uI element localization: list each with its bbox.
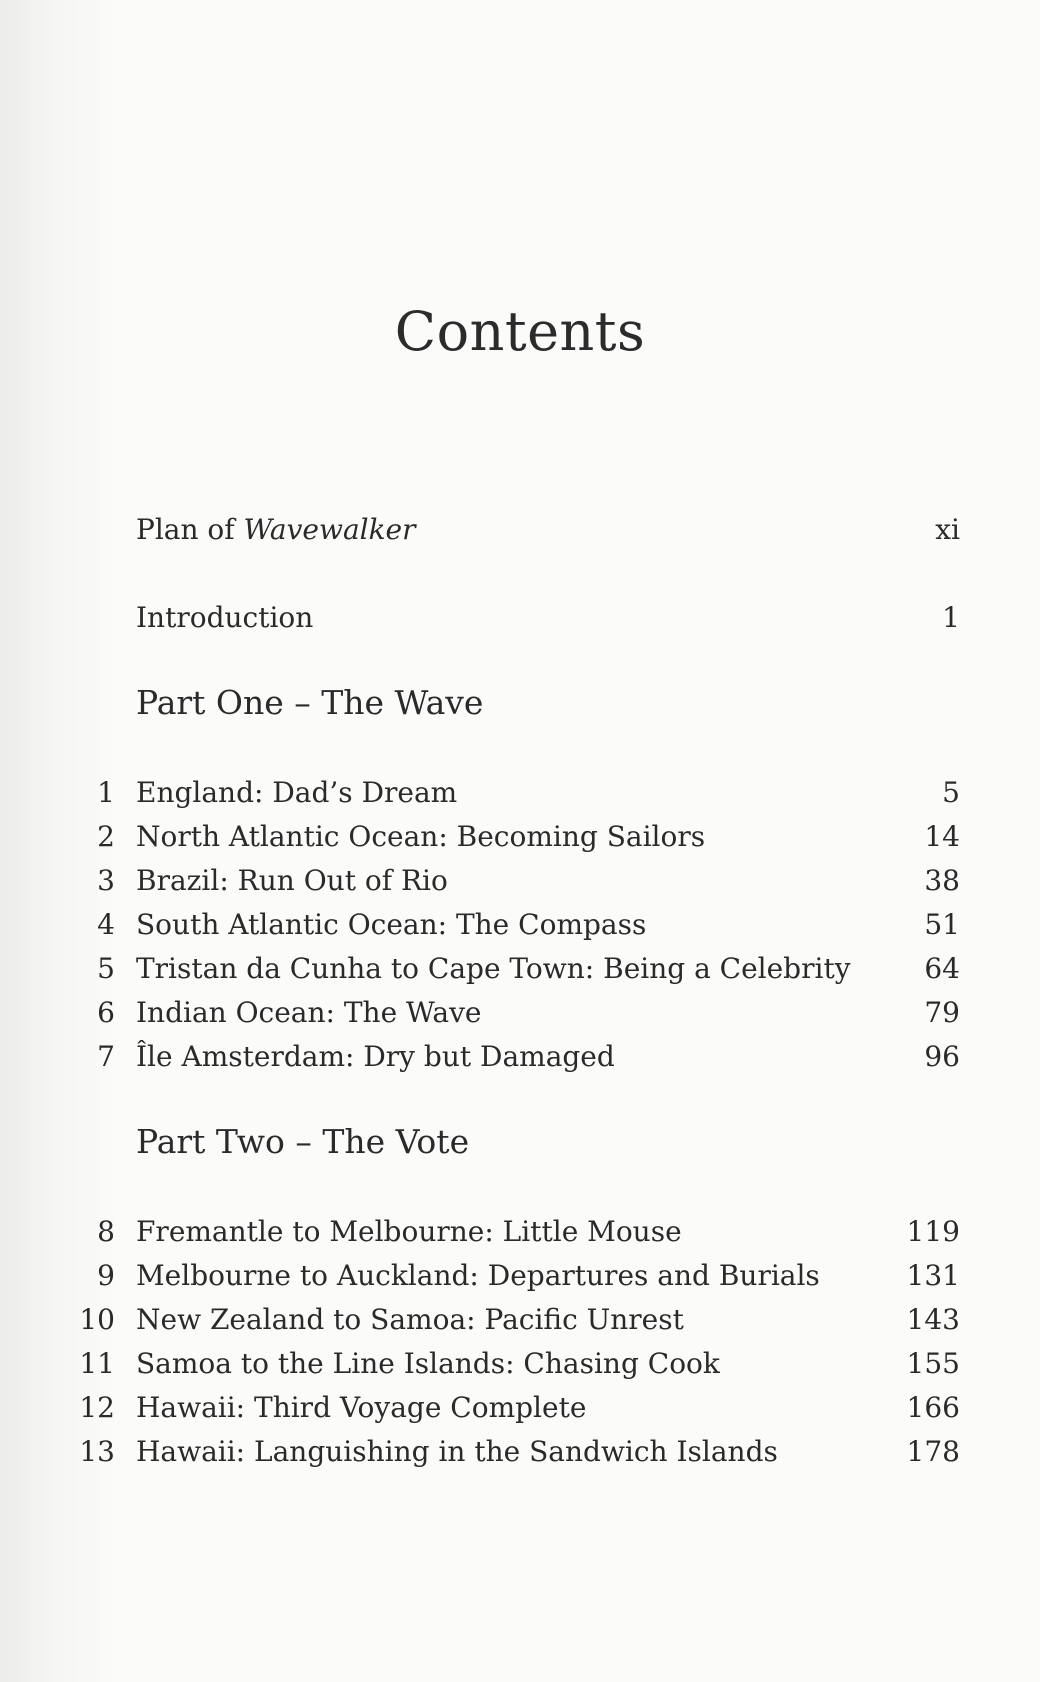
toc-page-number: 51 — [924, 908, 960, 941]
toc-page-number: 38 — [924, 864, 960, 897]
chapter-title: Île Amsterdam: Dry but Damaged — [136, 1040, 615, 1073]
toc-page-number: 166 — [906, 1391, 960, 1424]
toc-page-number: 155 — [906, 1347, 960, 1380]
toc-entry-plan — [0, 510, 1040, 550]
chapter-title: Hawaii: Third Voyage Complete — [136, 1391, 587, 1424]
chapter-number: 2 — [97, 820, 115, 853]
chapter-title: Brazil: Run Out of Rio — [136, 864, 448, 897]
chapter-title: Tristan da Cunha to Cape Town: Being a Celebrity — [136, 952, 851, 985]
toc-page-number: 64 — [924, 952, 960, 985]
toc-page-number: 79 — [924, 996, 960, 1029]
chapter-number: 1 — [97, 776, 115, 809]
toc-chapter-row — [0, 905, 1040, 945]
chapter-title: Samoa to the Line Islands: Chasing Cook — [136, 1347, 720, 1380]
toc-page-number: 5 — [942, 776, 960, 809]
toc-chapter-row — [0, 949, 1040, 989]
toc-chapter-row — [0, 1388, 1040, 1428]
part-heading-one: Part One – The Wave — [136, 683, 484, 722]
chapter-number: 7 — [97, 1040, 115, 1073]
toc-chapter-row — [0, 1344, 1040, 1384]
toc-page-number: 14 — [924, 820, 960, 853]
chapter-number: 6 — [97, 996, 115, 1029]
chapter-title: South Atlantic Ocean: The Compass — [136, 908, 647, 941]
part-heading-two: Part Two – The Vote — [136, 1122, 470, 1161]
chapter-number: 11 — [79, 1347, 115, 1380]
chapter-number: 5 — [97, 952, 115, 985]
chapter-number: 12 — [79, 1391, 115, 1424]
chapter-number: 13 — [79, 1435, 115, 1468]
toc-chapter-row — [0, 1037, 1040, 1077]
chapter-number: 10 — [79, 1303, 115, 1336]
chapter-title: Fremantle to Melbourne: Little Mouse — [136, 1215, 682, 1248]
chapter-number: 4 — [97, 908, 115, 941]
chapter-number: 3 — [97, 864, 115, 897]
chapter-title: England: Dad’s Dream — [136, 776, 458, 809]
page-title: Contents — [394, 300, 646, 363]
toc-chapter-row — [0, 1212, 1040, 1252]
toc-entry-introduction — [0, 598, 1040, 638]
chapter-title: Hawaii: Languishing in the Sandwich Islands — [136, 1435, 778, 1468]
toc-page-number: 96 — [924, 1040, 960, 1073]
toc-chapter-row — [0, 861, 1040, 901]
chapter-title: Indian Ocean: The Wave — [136, 996, 482, 1029]
toc-page-number: 1 — [942, 601, 960, 634]
toc-chapter-row — [0, 1432, 1040, 1472]
toc-page-number: 143 — [906, 1303, 960, 1336]
chapter-number: 8 — [97, 1215, 115, 1248]
toc-chapter-row — [0, 1256, 1040, 1296]
chapter-title: North Atlantic Ocean: Becoming Sailors — [136, 820, 706, 853]
toc-page-number: 178 — [906, 1435, 960, 1468]
chapter-title: New Zealand to Samoa: Pacific Unrest — [136, 1303, 684, 1336]
toc-chapter-row — [0, 773, 1040, 813]
toc-chapter-row — [0, 817, 1040, 857]
toc-page-number: 119 — [906, 1215, 960, 1248]
toc-chapter-row — [0, 993, 1040, 1033]
chapter-number: 9 — [97, 1259, 115, 1292]
toc-entry-title: Introduction — [136, 601, 314, 634]
toc-page-number: 131 — [906, 1259, 960, 1292]
toc-entry-title: Plan of Wavewalker — [136, 513, 416, 546]
toc-page-number: xi — [935, 513, 960, 546]
chapter-title: Melbourne to Auckland: Departures and Burials — [136, 1259, 820, 1292]
toc-chapter-row — [0, 1300, 1040, 1340]
